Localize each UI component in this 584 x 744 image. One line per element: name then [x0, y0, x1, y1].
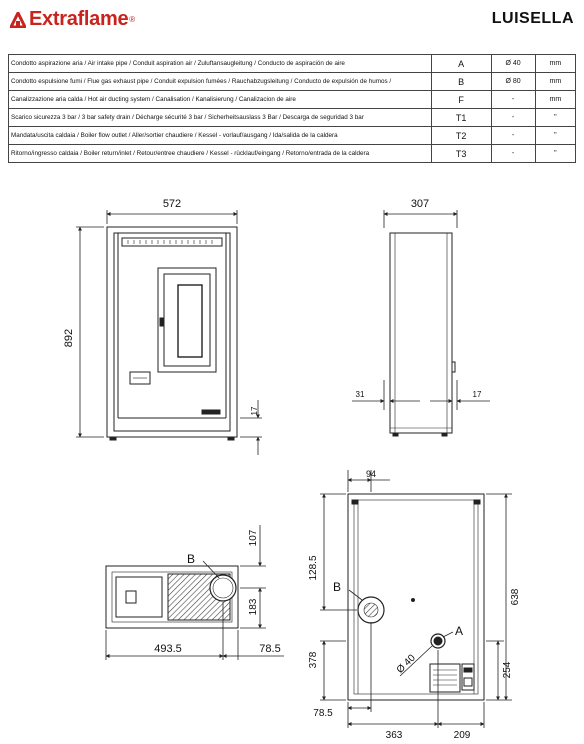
row-code: T2 — [431, 127, 491, 145]
rear-label-b: B — [332, 580, 342, 594]
rear-top-offset-label: 94 — [365, 469, 377, 479]
row-diameter: Ø 80 — [491, 73, 535, 91]
rear-b-height-label: 128.5 — [308, 555, 319, 581]
side-knob — [452, 362, 455, 372]
row-code: T1 — [431, 109, 491, 127]
row-unit: " — [535, 127, 575, 145]
side-depth-label: 307 — [410, 198, 430, 210]
side-view — [390, 233, 455, 436]
foot — [228, 437, 234, 440]
power-socket-icon — [464, 668, 472, 672]
row-code: T3 — [431, 145, 491, 163]
connection-plate — [430, 664, 460, 692]
rear-width-a-label: 363 — [385, 730, 403, 741]
leader-a — [443, 632, 453, 637]
grille-slots — [128, 240, 212, 244]
front-panel — [114, 233, 230, 431]
rear-air-intake-a-inner — [434, 637, 442, 645]
rear-bottom-left-label: 78.5 — [313, 708, 333, 719]
row-diameter: Ø 40 — [491, 55, 535, 73]
row-unit: " — [535, 109, 575, 127]
pellet-lid — [116, 577, 162, 617]
side-left-offset-label: 31 — [355, 390, 365, 399]
foot — [110, 437, 116, 440]
door-frame — [164, 274, 210, 366]
row-code: A — [431, 55, 491, 73]
foot — [393, 433, 398, 436]
rear-width-b-label: 209 — [453, 730, 471, 741]
rear-side-height-label: 254 — [502, 661, 513, 679]
rear-dimensions — [320, 470, 512, 728]
rear-clip — [352, 500, 358, 504]
door-glass — [178, 285, 202, 357]
flue-outlet-b — [210, 575, 236, 601]
row-description: Condotto espulsione fumi / Flue gas exhaust pipe / Conduit expulsion fumées / Rauchabzugsleitung / Conducto de expulsión de humos / — [9, 73, 432, 91]
foot — [442, 433, 447, 436]
leader-b — [349, 590, 362, 600]
lid-handle — [126, 591, 136, 603]
brand-plate — [202, 410, 220, 414]
row-unit: mm — [535, 91, 575, 109]
row-description: Condotto aspirazione aria / Air intake pipe / Conduit aspiration air / Zuluftansaugleitung / Conducto de aspiración de aire — [9, 55, 432, 73]
row-code: B — [431, 73, 491, 91]
top-depth-a-label: 107 — [248, 529, 259, 547]
rear-view — [348, 494, 484, 700]
top-grille — [122, 238, 222, 246]
row-unit: mm — [535, 73, 575, 91]
side-right-offset-label: 17 — [472, 390, 482, 399]
top-label-b: B — [186, 552, 196, 566]
row-diameter: - — [491, 127, 535, 145]
registered-mark: ® — [129, 15, 136, 24]
top-right-label: 78.5 — [259, 643, 281, 655]
power-switch-icon — [464, 678, 472, 686]
rear-screw — [412, 599, 415, 602]
front-width-label: 572 — [162, 198, 182, 210]
rear-diameter-label: Ø 40 — [394, 652, 418, 676]
connection-plate-vents — [433, 670, 457, 685]
front-view — [107, 227, 237, 440]
row-diameter: - — [491, 109, 535, 127]
top-view — [106, 566, 238, 628]
front-height-label: 892 — [63, 328, 75, 348]
rear-label-a: A — [454, 624, 464, 638]
top-width-label: 493.5 — [154, 643, 182, 655]
model-name: LUISELLA — [491, 10, 574, 27]
row-description: Canalizzazione aria calda / Hot air ducting system / Canalisation / Kanalisierung / Canalizacion de aire — [9, 91, 432, 109]
row-description: Ritorno/ingresso caldaia / Boiler return/inlet / Retour/entree chaudiere / Kessel - rücklauf/eingang / Retorno/entrada de la caldera — [9, 145, 432, 163]
front-foot-label: 17 — [250, 406, 259, 416]
rear-flue-b-inner — [364, 603, 378, 617]
front-body — [107, 227, 237, 437]
row-unit: mm — [535, 55, 575, 73]
row-description: Mandata/uscita caldaia / Boiler flow outlet / Aller/sortier chaudiere / Kessel - vorlauf/ausgang / Ida/salida de la caldera — [9, 127, 432, 145]
rear-clip — [474, 500, 480, 504]
rear-height-label: 638 — [510, 588, 521, 606]
row-diameter: - — [491, 91, 535, 109]
brand-name: Extraflame — [29, 8, 129, 30]
row-code: F — [431, 91, 491, 109]
row-diameter: - — [491, 145, 535, 163]
row-description: Scarico sicurezza 3 bar / 3 bar safety drain / Décharge sécurité 3 bar / Sicherheitsauslass 3 Bar / Descarga de seguridad 3 bar — [9, 109, 432, 127]
side-dimensions — [352, 210, 490, 410]
side-body — [390, 233, 452, 433]
row-unit: " — [535, 145, 575, 163]
door-handle-icon — [160, 318, 164, 326]
top-depth-b-label: 183 — [248, 598, 259, 616]
rear-a-height-label: 378 — [308, 651, 319, 669]
